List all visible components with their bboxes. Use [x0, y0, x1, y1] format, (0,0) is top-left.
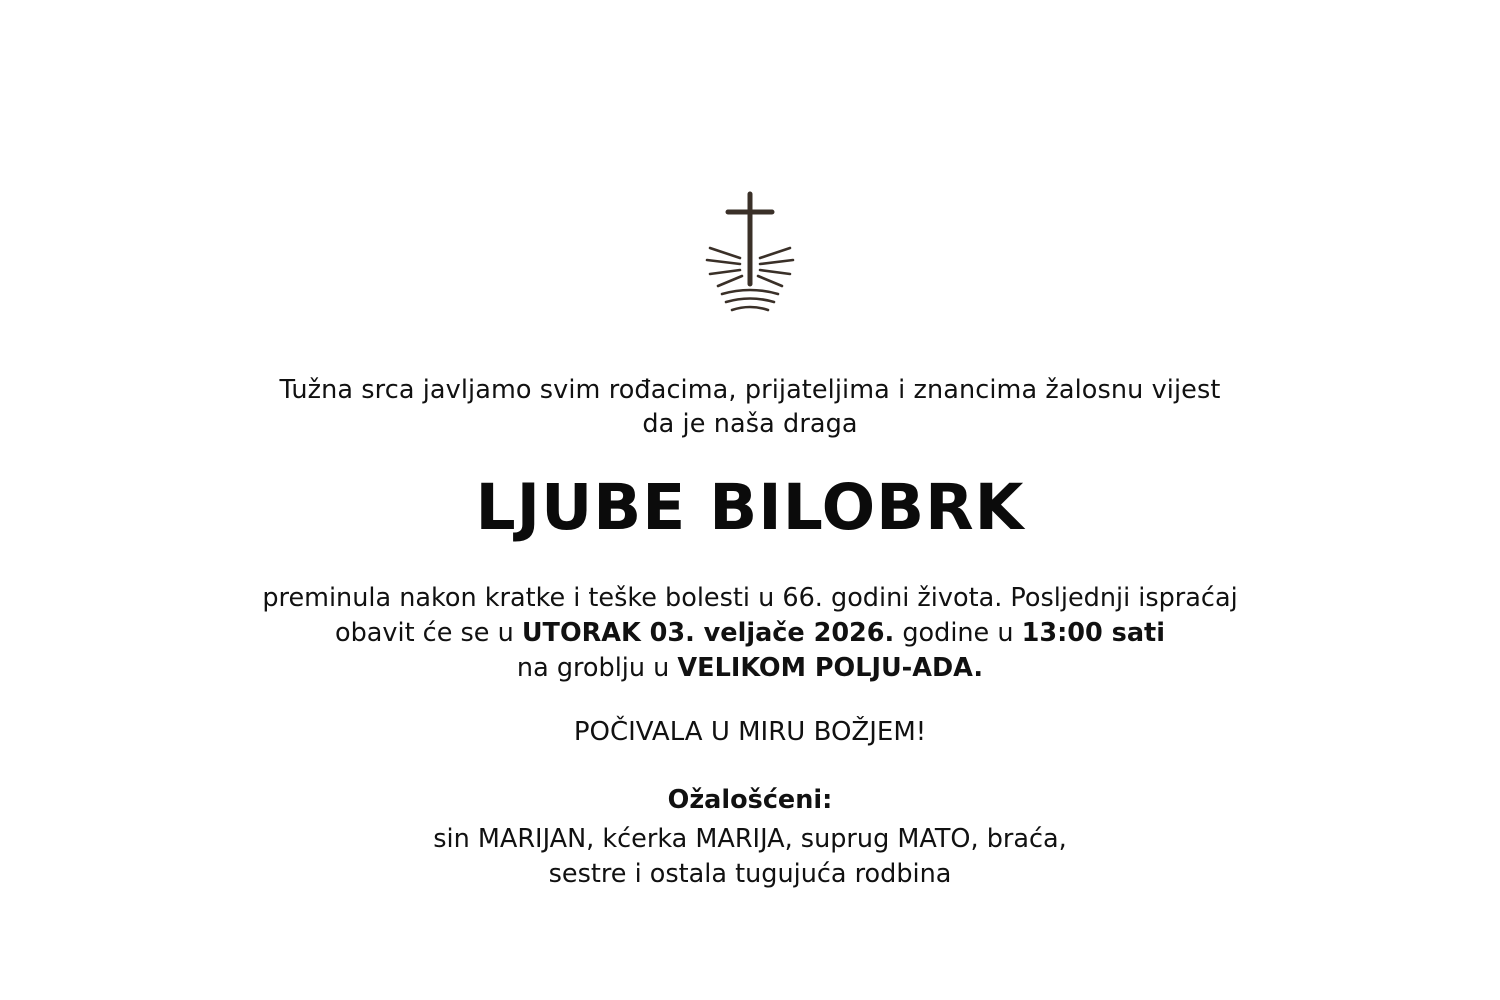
details-line-2-prefix: obavit će se u [334, 618, 522, 649]
intro-line-2: da je naša draga [642, 408, 858, 439]
cross-with-rays-icon [690, 186, 810, 322]
details-line-1: preminula nakon kratke i teške bolesti u 66. godini života. Posljednji ispraćaj [262, 583, 1238, 614]
details-line-3-prefix: na groblju u [516, 652, 678, 683]
intro-line-1: Tužna srca javljamo svim rođacima, prijateljima i znancima žalosnu vijest [279, 375, 1221, 405]
funeral-date: UTORAK 03. veljače 2026. [521, 618, 895, 649]
mourners-line-1: sin MARIJAN, kćerka MARIJA, suprug MATO, braća, [433, 824, 1067, 855]
funeral-place: VELIKOM POLJU-ADA. [677, 652, 984, 683]
funeral-time: 13:00 sati [1021, 618, 1165, 649]
mourners-line-2: sestre i ostala tugujuća rodbina [548, 859, 952, 890]
funeral-details [262, 581, 1237, 685]
details-line-2-middle: godine u [894, 618, 1022, 649]
rest-in-peace-text: POČIVALA U MIRU BOŽJEM! [573, 717, 927, 748]
deceased-name: LJUBE BILOBRK [475, 471, 1025, 545]
details-line-2 [262, 616, 1237, 651]
details-line-3 [262, 651, 1237, 686]
mourners-heading: Ožalošćeni: [667, 785, 833, 816]
intro-text [280, 374, 1221, 441]
mourners-list [433, 822, 1067, 891]
